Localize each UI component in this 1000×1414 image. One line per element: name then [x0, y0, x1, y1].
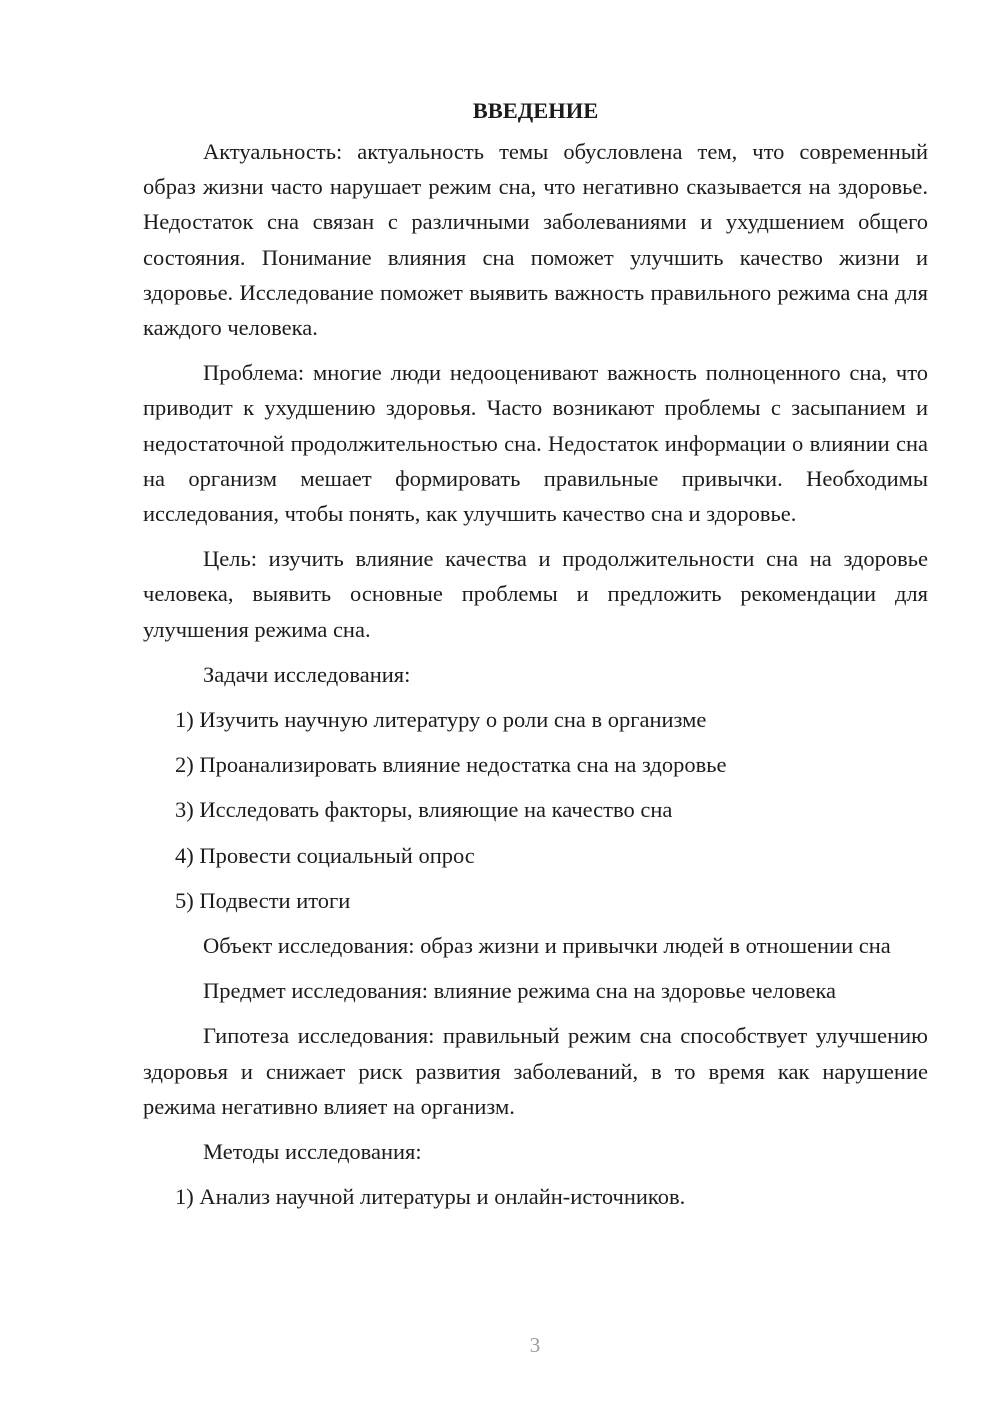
goal-paragraph: Цель: изучить влияние качества и продолжительности сна на здоровье человека, выявить основные проблемы и предложить рекомендации для улучшения режима сна. — [143, 546, 928, 642]
task-item: 3) Исследовать факторы, влияющие на качество сна — [175, 797, 673, 823]
section-title: ВВЕДЕНИЕ — [472, 98, 599, 123]
task-item: 4) Провести социальный опрос — [175, 842, 475, 868]
relevance-paragraph: Актуальность: актуальность темы обусловлена тем, что современный образ жизни часто нарушает режим сна, что негативно сказывается на здоровье. Недостаток сна связан с различными заболеваниями и ухудшением общего состояния. Понимание влияния сна поможет улучшить качество жизни и здоровье. Исследование поможет выявить важность правильного режима сна для каждого человека. — [143, 139, 928, 341]
method-item: 1) Анализ научной литературы и онлайн-источников. — [175, 1184, 686, 1210]
tasks-heading: Задачи исследования: — [203, 661, 411, 687]
object-paragraph: Объект исследования: образ жизни и привычки людей в отношении сна — [203, 933, 891, 959]
page-number: 3 — [529, 1333, 541, 1357]
task-item: 2) Проанализировать влияние недостатка сна на здоровье — [175, 752, 727, 778]
task-item: 5) Подвести итоги — [175, 887, 351, 913]
document-body — [143, 96, 928, 1224]
task-item: 1) Изучить научную литературу о роли сна в организме — [175, 707, 707, 733]
methods-heading: Методы исследования: — [203, 1139, 422, 1165]
hypothesis-paragraph: Гипотеза исследования: правильный режим сна способствует улучшению здоровья и снижает риск развития заболеваний, в то время как нарушение режима негативно влияет на организм. — [143, 1023, 928, 1119]
problem-paragraph: Проблема: многие люди недооценивают важность полноценного сна, что приводит к ухудшению здоровья. Часто возникают проблемы с засыпанием и недостаточной продолжительностью сна. Недостаток информации о влиянии сна на организм мешает формировать правильные привычки. Необходимы исследования, чтобы понять, как улучшить качество сна и здоровье. — [143, 360, 928, 527]
subject-paragraph: Предмет исследования: влияние режима сна на здоровье человека — [203, 978, 837, 1004]
